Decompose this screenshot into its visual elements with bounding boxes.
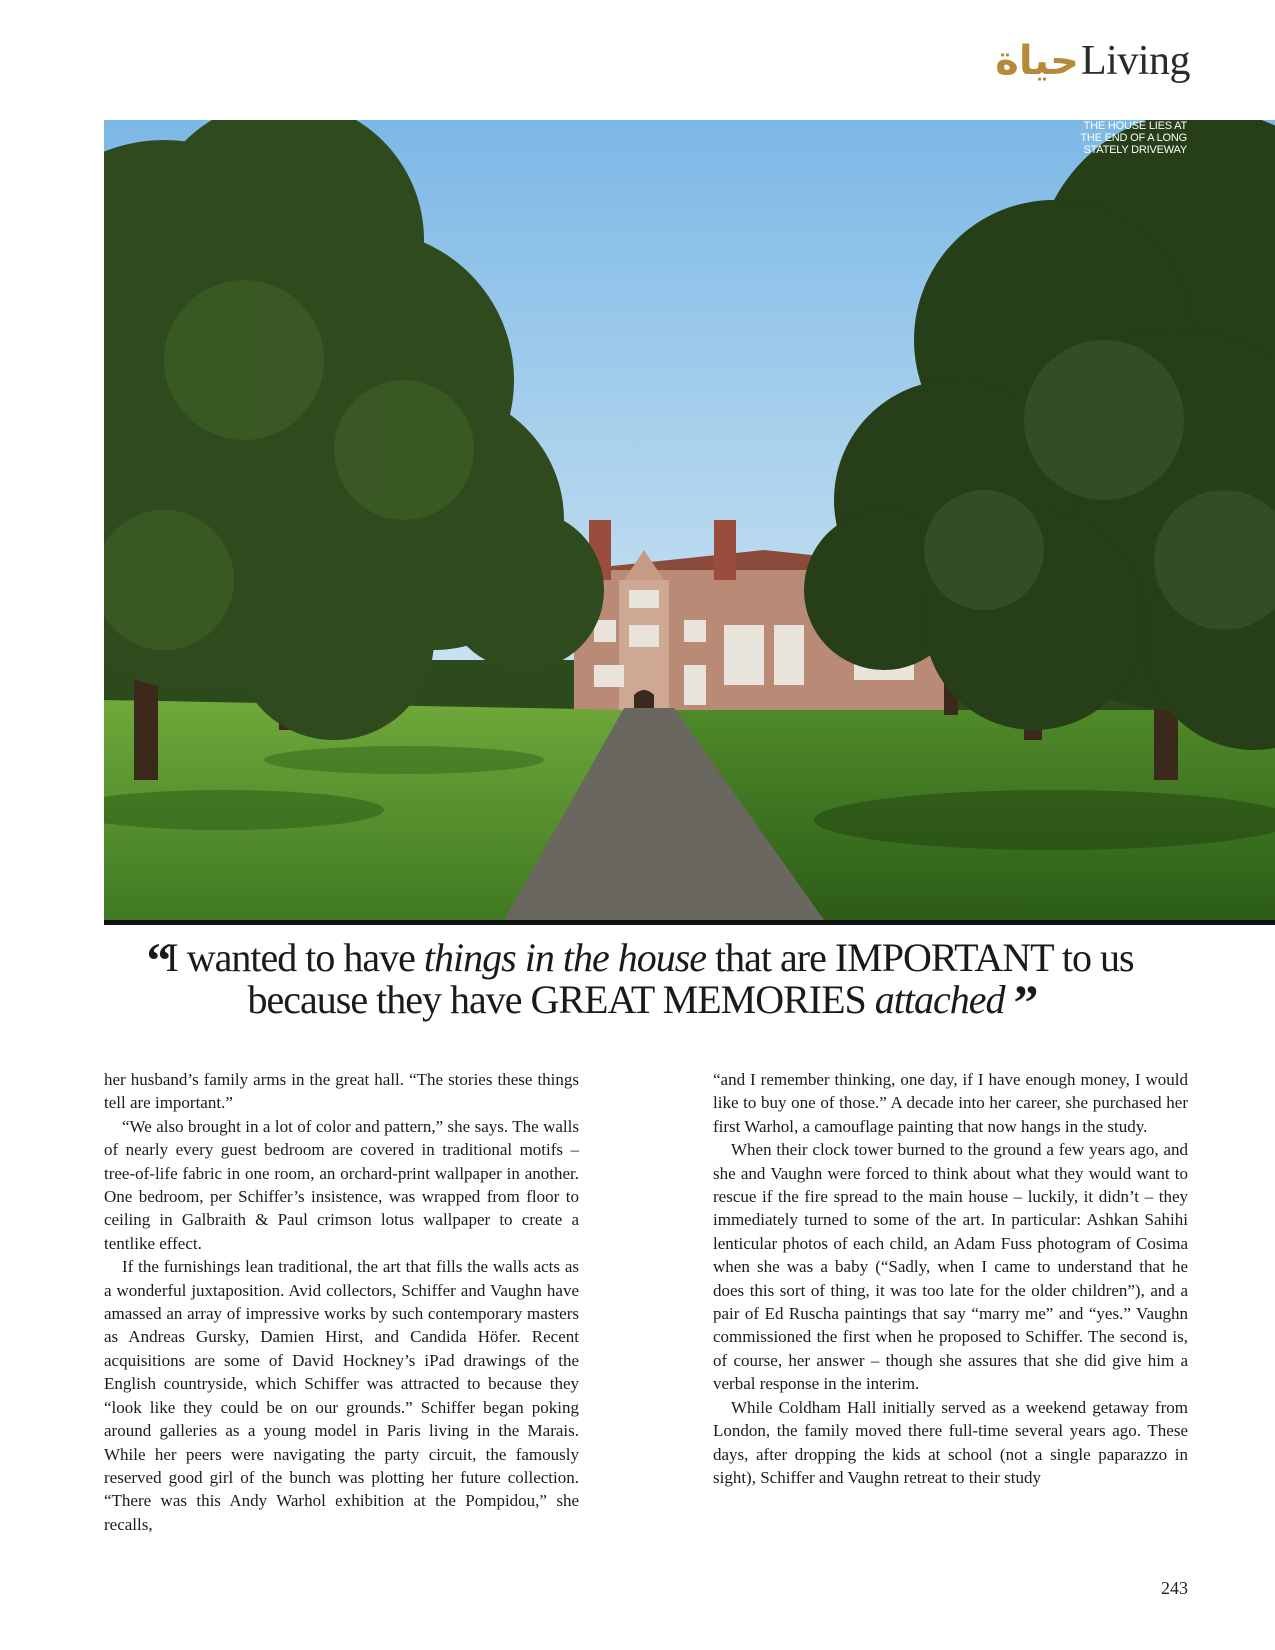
brand-arabic: حياة [995,38,1079,84]
paragraph: While Coldham Hall initially served as a weekend getaway from London, the family moved there full-time several years ago. These days, after dropping the kids at school (not a single paparazzo in sight), Schiffer and Vaughn retreat to their study [713,1397,1188,1487]
quote-part-1: I wanted to have [165,935,424,980]
page-number: 243 [1161,1578,1188,1598]
paragraph: her husband’s family arms in the great hall. “The stories these things tell are important.” [104,1070,579,1113]
photo-caption: THE HOUSE LIES AT THE END OF A LONG STATELY DRIVEWAY [1080,120,1187,156]
article-column-left [104,1068,579,1536]
house-photo [104,120,1275,925]
brand-english: Living [1081,38,1190,84]
paragraph: “We also brought in a lot of color and pattern,” she says. The walls of nearly every guest bedroom are covered in traditional motifs – tree-of-life fabric in one room, an orchard-print wallpaper in another. One bedroom, per Schiffer’s insistence, was wrapped from floor to ceiling in Galbraith & Paul crimson lotus wallpaper to create a tentlike effect. [104,1116,579,1253]
quote-part-3: that are IMPORTANT to us because they have GREAT MEMORIES [247,935,1134,1022]
quote-part-2: things in the house [423,935,707,980]
photo-illustration [104,120,1275,920]
paragraph: “and I remember thinking, one day, if I have enough money, I would like to buy one of those.” A decade into her career, she purchased her first Warhol, a camouflage painting that now hangs in the study. [713,1070,1188,1136]
section-brand [995,40,1190,82]
close-quote-mark: ” [1013,974,1033,1030]
quote-part-4: attached [874,977,1005,1022]
paragraph: When their clock tower burned to the ground a few years ago, and she and Vaughn were forced to think about what they would want to rescue if the fire spread to the main house – luckily, it didn’t – they immediately turned to some of the art. In particular: Ashkan Sahihi lenticular photos of each child, an Adam Fuss photogram of Cosima when she was a baby (“Sadly, when I came to understand that he does this sort of thing, it was too late for the older children”), and a pair of Ed Ruscha paintings that say “marry me” and “yes.” Vaughn commissioned the first when he proposed to Schiffer. The second is, of course, her answer – though she assures that she did give him a verbal response in the interim. [713,1140,1188,1394]
paragraph: If the furnishings lean traditional, the art that fills the walls acts as a wonderful juxtaposition. Avid collectors, Schiffer and Vaughn have amassed an array of impressive works by such contemporary masters as Andreas Gursky, Damien Hirst, and Candida Höfer. Recent acquisitions are some of David Hockney’s iPad drawings of the English countryside, which Schiffer was attracted to because they “look like they could be on our grounds.” Schiffer began poking around galleries as a young model in Paris living in the Marais. While her peers were navigating the party circuit, the famously reserved good girl of the bunch was plotting her future collection. “There was this Andy Warhol exhibition at the Pompidou,” she recalls, [104,1257,579,1534]
pull-quote [140,932,1140,1030]
open-quote-mark: “ [146,932,166,988]
article-column-right [713,1068,1188,1489]
